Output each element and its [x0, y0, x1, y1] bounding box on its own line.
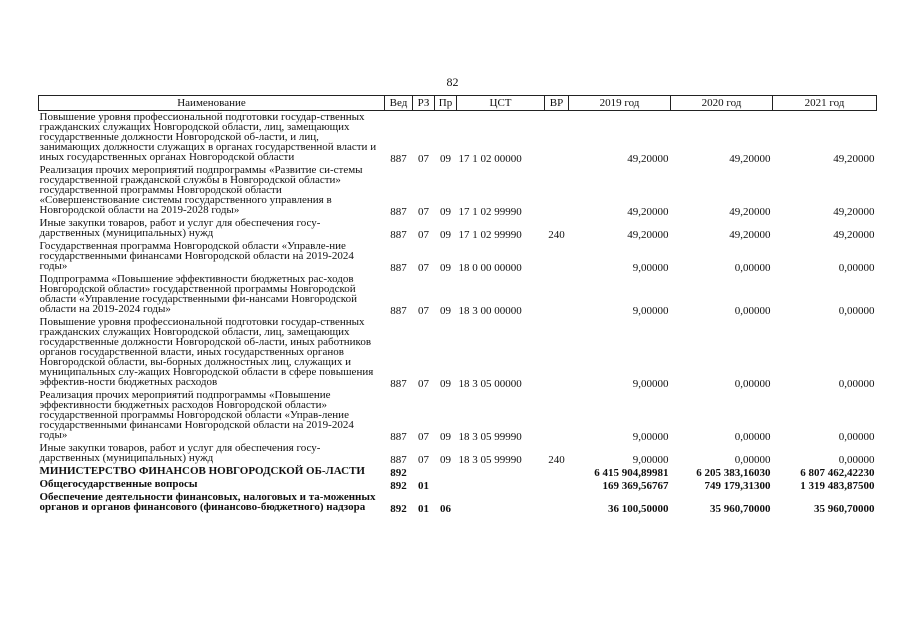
table-row: [39, 217, 877, 240]
row-name: Обеспечение деятельности финансовых, налоговых и та-моженных органов и органов финансового (финансово-бюджетного) надзора: [39, 491, 376, 513]
row-ved: 887: [390, 153, 407, 165]
row-2020: 49,20000: [729, 153, 771, 165]
row-ved: 887: [390, 431, 407, 443]
table-row: [39, 316, 877, 389]
row-2020: 749 179,31300: [704, 480, 771, 492]
row-vr: [545, 111, 569, 165]
row-2019: 9,00000: [632, 378, 669, 390]
row-2020: 49,20000: [729, 229, 771, 241]
row-2021: 6 807 462,42230: [800, 467, 875, 479]
row-vr: 240: [548, 229, 565, 241]
row-ved: 892: [390, 503, 407, 515]
row-ved: 887: [390, 262, 407, 274]
row-name: Повышение уровня профессиональной подготовки государ-ственных гражданских служащих Новгородской области, лиц, замещающих государственные должности Новгородской об-ласти, и лиц, занимающих должности служащих в органах государственной власти и иных государственных органах Новгородской области: [39, 111, 377, 163]
row-2020: 0,00000: [734, 378, 771, 390]
row-2019: 9,00000: [632, 305, 669, 317]
table-header-row: [39, 96, 877, 111]
row-pr: 09: [440, 262, 451, 274]
row-cst: 18 0 00 00000: [458, 262, 522, 274]
row-rz: 07: [418, 305, 429, 317]
row-cst: 18 3 05 99990: [458, 454, 522, 466]
row-ved: 887: [390, 454, 407, 466]
row-vr: 240: [548, 454, 565, 466]
header-vr: ВР: [545, 96, 569, 111]
row-2021: 1 319 483,87500: [800, 480, 875, 492]
header-2020: 2020 год: [671, 96, 773, 111]
row-name: МИНИСТЕРСТВО ФИНАНСОВ НОВГОРОДСКОЙ ОБ-ЛАСТИ: [39, 465, 365, 477]
row-cst: 18 3 05 00000: [458, 378, 522, 390]
table-row: [39, 111, 877, 165]
row-rz: 07: [418, 153, 429, 165]
header-2021: 2021 год: [773, 96, 877, 111]
row-pr: [435, 465, 457, 478]
row-ved: 887: [390, 229, 407, 241]
row-pr: 06: [440, 503, 451, 515]
row-ved: 892: [390, 480, 407, 492]
row-name: Общегосударственные вопросы: [39, 478, 198, 490]
table-body: [39, 111, 877, 515]
row-pr: 09: [440, 229, 451, 241]
row-2020: 6 205 383,16030: [696, 467, 771, 479]
row-2020: 0,00000: [734, 454, 771, 466]
row-cst: [457, 478, 545, 491]
row-vr: [545, 273, 569, 316]
row-rz: 07: [418, 378, 429, 390]
row-ved: 892: [390, 467, 407, 479]
row-cst: 17 1 02 99990: [458, 206, 522, 218]
table-row: [39, 389, 877, 442]
row-cst: 17 1 02 99990: [458, 229, 522, 241]
table-row: [39, 240, 877, 273]
row-name: Государственная программа Новгородской области «Управле-ние государственными финансами Новгородской области на 2019-2024 годы»: [39, 240, 354, 272]
header-2019: 2019 год: [569, 96, 671, 111]
row-pr: 09: [440, 454, 451, 466]
row-vr: [545, 316, 569, 389]
header-cst: ЦСТ: [457, 96, 545, 111]
row-2021: 0,00000: [838, 305, 875, 317]
table-row: [39, 273, 877, 316]
row-ved: 887: [390, 206, 407, 218]
row-rz: [413, 465, 435, 478]
row-2021: 0,00000: [838, 262, 875, 274]
row-vr: [545, 491, 569, 514]
row-name: Реализация прочих мероприятий подпрограммы «Повышение эффективности бюджетных расходов Новгородской области» государственной программы Новгородской области «Управ-ление государственными финансами Новгородской области на 2019-2024 годы»: [39, 389, 354, 441]
row-name: Иные закупки товаров, работ и услуг для обеспечения госу-дарственных (муниципальных) нужд: [39, 442, 321, 464]
row-rz: 07: [418, 431, 429, 443]
row-vr: [545, 389, 569, 442]
row-2019: 49,20000: [627, 229, 669, 241]
row-name: Реализация прочих мероприятий подпрограммы «Развитие си-стемы государственной гражданской службы в Новгородской области» государственной программы Новгородской области «Совершенствование системы государственного управления в Новгородской области на 2019-2028 годы»: [39, 164, 363, 216]
row-ved: 887: [390, 378, 407, 390]
table-row: [39, 164, 877, 217]
page-number: 82: [446, 75, 459, 89]
row-2021: 49,20000: [833, 229, 875, 241]
row-rz: 01: [418, 480, 429, 492]
row-name: Иные закупки товаров, работ и услуг для обеспечения госу-дарственных (муниципальных) нужд: [39, 217, 321, 239]
table-row-ministry: [39, 465, 877, 478]
row-cst: [457, 491, 545, 514]
header-pr: Пр: [435, 96, 457, 111]
row-2021: 0,00000: [838, 454, 875, 466]
row-vr: [545, 164, 569, 217]
row-2019: 9,00000: [632, 454, 669, 466]
row-2019: 9,00000: [632, 431, 669, 443]
row-rz: 07: [418, 454, 429, 466]
row-2019: 49,20000: [627, 153, 669, 165]
row-cst: 17 1 02 00000: [458, 153, 522, 165]
header-ved: Вед: [385, 96, 413, 111]
row-2020: 0,00000: [734, 305, 771, 317]
row-2021: 49,20000: [833, 206, 875, 218]
row-pr: 09: [440, 153, 451, 165]
row-2019: 169 369,56767: [602, 480, 669, 492]
row-rz: 07: [418, 262, 429, 274]
row-pr: 09: [440, 378, 451, 390]
row-2021: 35 960,70000: [814, 503, 875, 515]
row-2019: 49,20000: [627, 206, 669, 218]
row-cst: 18 3 00 00000: [458, 305, 522, 317]
row-2020: 49,20000: [729, 206, 771, 218]
row-2020: 35 960,70000: [710, 503, 771, 515]
row-name: Подпрограмма «Повышение эффективности бюджетных рас-ходов Новгородской области» государственной программы Новгородской области «Управление государственными фи-нансами Новгородской области на 2019-2024 годы»: [39, 273, 357, 315]
row-2020: 0,00000: [734, 431, 771, 443]
row-2020: 0,00000: [734, 262, 771, 274]
row-cst: 18 3 05 99990: [458, 431, 522, 443]
row-vr: [545, 240, 569, 273]
row-cst: [457, 465, 545, 478]
table-row: [39, 442, 877, 465]
table-row-section: [39, 478, 877, 491]
table-row-subsection: [39, 491, 877, 514]
budget-table: [38, 95, 877, 514]
header-name: Наименование: [39, 96, 385, 111]
row-2019: 9,00000: [632, 262, 669, 274]
row-pr: [435, 478, 457, 491]
row-2019: 36 100,50000: [608, 503, 669, 515]
row-vr: [545, 478, 569, 491]
row-vr: [545, 465, 569, 478]
row-2021: 0,00000: [838, 378, 875, 390]
row-2019: 6 415 904,89981: [594, 467, 669, 479]
row-2021: 49,20000: [833, 153, 875, 165]
row-rz: 01: [418, 503, 429, 515]
row-2021: 0,00000: [838, 431, 875, 443]
row-rz: 07: [418, 229, 429, 241]
row-rz: 07: [418, 206, 429, 218]
row-name: Повышение уровня профессиональной подготовки государ-ственных гражданских служащих Новгородской области, лиц, замещающих государственные должности Новгородской об-ласти, иных работников органов государственной власти, иных государственных органов Новгородской области, вы-борных должностных лиц, служащих и муниципальных слу-жащих Новгородской области в сфере повышения эффектив-ности бюджетных расходов: [39, 316, 374, 388]
row-pr: 09: [440, 305, 451, 317]
header-rz: РЗ: [413, 96, 435, 111]
row-pr: 09: [440, 431, 451, 443]
row-pr: 09: [440, 206, 451, 218]
row-ved: 887: [390, 305, 407, 317]
